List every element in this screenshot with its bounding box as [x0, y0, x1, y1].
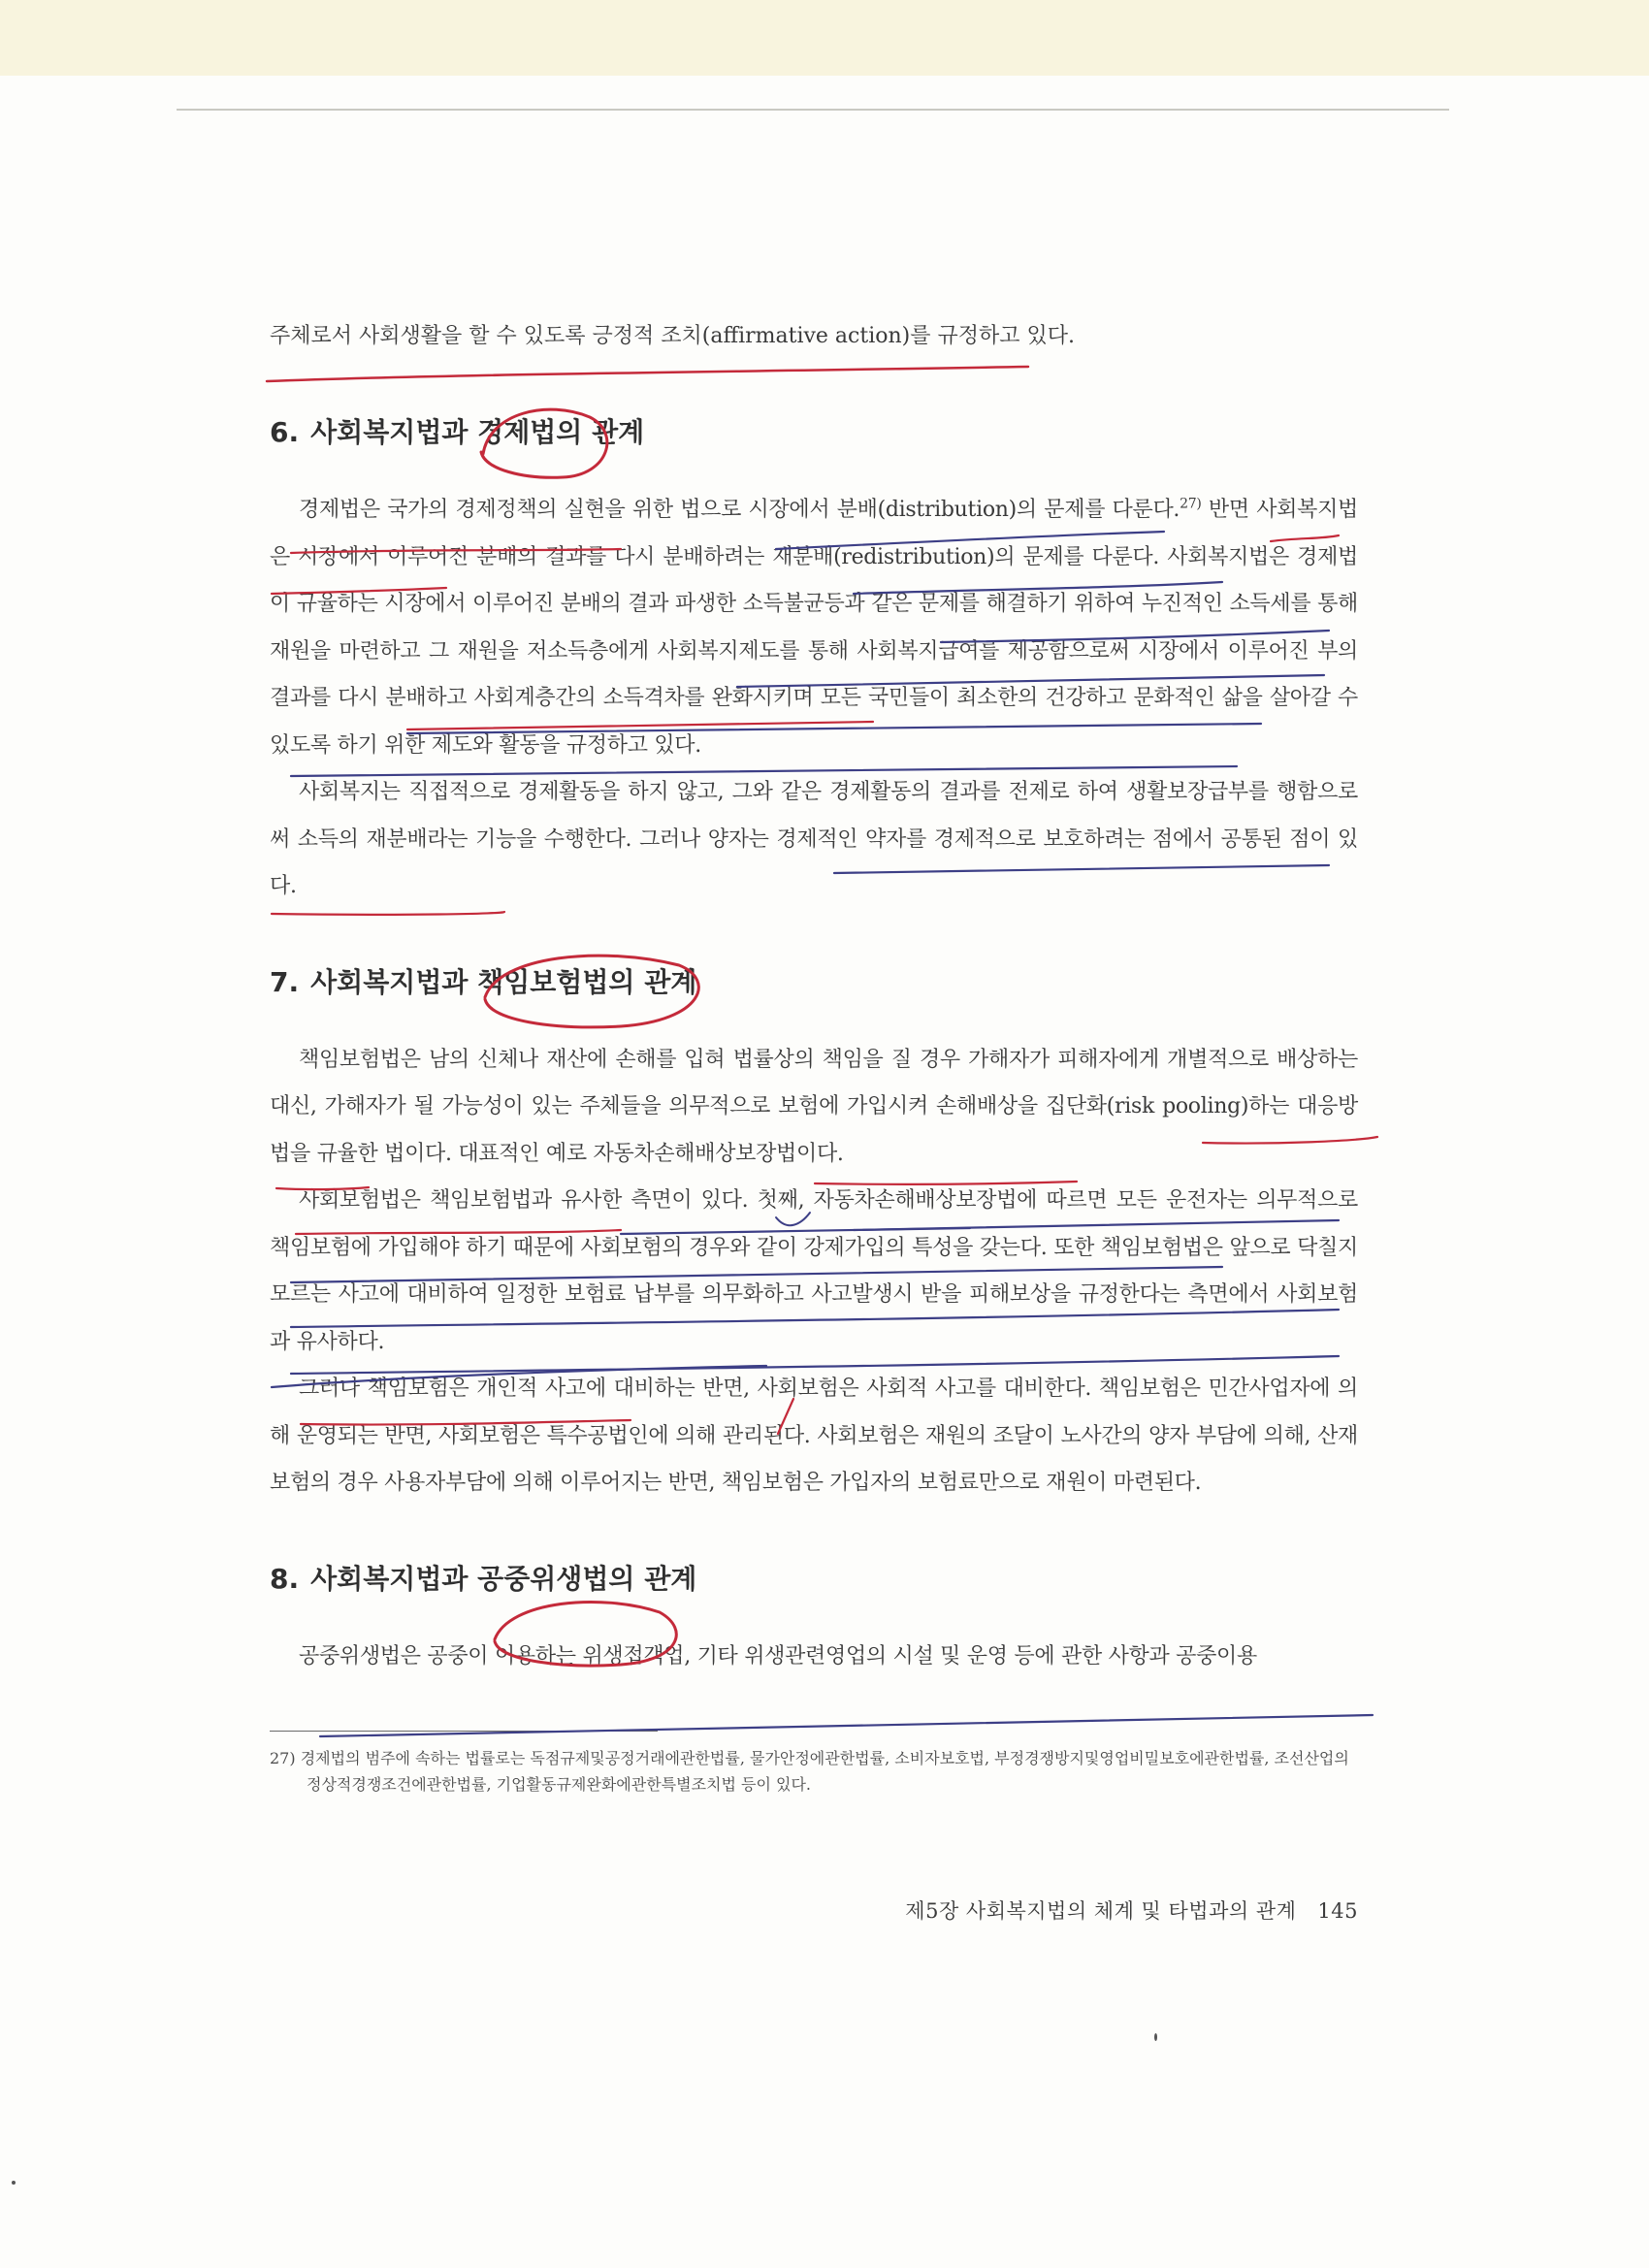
section-8-paragraph-1: 공중위생법은 공중이 이용하는 위생접객업, 기타 위생관련영업의 시설 및 운영 등에 관한 사항과 공중이용	[299, 1643, 1257, 1669]
section-7-paragraph-3: 그러나 책임보험은 개인적 사고에 대비하는 반면, 사회보험은 사회적 사고를 대비한다. 책임보험은 민간사업자에 의해 운영되는 반면, 사회보험은 특수공법인에 의해 관리된다. 사회보험은 재원의 조달이 노사간의 양자 부담에 의해, 산재보험의 경우 사용자부담에 의해 이루어지는 반면, 책임보험은 가입자의 보험료만으로 재원이 마련된다.	[270, 1377, 1358, 1495]
chapter-title: 제5장 사회복지법의 체계 및 타법과의 관계	[905, 1899, 1297, 1923]
section-8-title: 사회복지법과 공중위생법의 관계	[310, 1562, 697, 1595]
footnote-27	[270, 1745, 1358, 1798]
page-footer	[905, 1895, 1358, 1925]
intro-line: 주체로서 사회생활을 할 수 있도록 긍정적 조치(affirmative action)를 규정하고 있다.	[270, 324, 1075, 348]
section-8	[270, 1558, 1358, 1681]
section-6-paragraph-2: 사회복지는 직접적으로 경제활동을 하지 않고, 그와 같은 경제활동의 결과를 전제로 하여 생활보장급부를 행함으로써 소득의 재분배라는 기능을 수행한다. 그러나 양자는 경제적인 약자를 경제적으로 보호하려는 점에서 공통된 점이 있다.	[270, 780, 1358, 898]
footnote-reference[interactable]: 27)	[1180, 496, 1202, 512]
footnote-text: 경제법의 범주에 속하는 법률로는 독점규제및공정거래에관한법률, 물가안정에관한법률, 소비자보호법, 부정경쟁방지및영업비밀보호에관한법률, 조선산업의정상적경쟁조건에관한법률, 기업활동규제완화에관한특별조치법 등이 있다.	[300, 1749, 1349, 1794]
section-7-paragraph-1: 책임보험법은 남의 신체나 재산에 손해를 입혀 법률상의 책임을 질 경우 가해자가 피해자에게 개별적으로 배상하는 대신, 가해자가 될 가능성이 있는 주체들을 의무적으로 보험에 가입시켜 손해배상을 집단화(risk pooling)하는 대응방법을 규율한 법이다. 대표적인 예로 자동차손해배상보장법이다.	[270, 1047, 1358, 1166]
paragraph-text-a: 경제법은 국가의 경제정책의 실현을 위한 법으로 시장에서 분배(distribution)의 문제를 다룬다.	[299, 498, 1180, 522]
footnote-marker: 27)	[270, 1749, 296, 1767]
scan-speck	[1154, 2033, 1157, 2041]
section-8-number: 8.	[270, 1562, 300, 1595]
page-number: 145	[1317, 1899, 1358, 1923]
scan-top-band	[0, 0, 1649, 76]
section-6-heading	[270, 411, 1358, 450]
section-8-heading	[270, 1558, 1358, 1597]
scan-speck	[12, 2181, 16, 2185]
scan-edge-line	[177, 109, 1449, 111]
section-7-heading	[270, 961, 1358, 1000]
section-7-number: 7.	[270, 965, 300, 998]
section-7-title: 사회복지법과 책임보험법의 관계	[310, 965, 697, 998]
section-6-title: 사회복지법과 경제법의 관계	[310, 416, 645, 448]
section-7-paragraph-2: 사회보험법은 책임보험법과 유사한 측면이 있다. 첫째, 자동차손해배상보장법에 따르면 모든 운전자는 의무적으로 책임보험에 가입해야 하기 때문에 사회보험의 경우와 같이 강제가입의 특성을 갖는다. 또한 책임보험법은 앞으로 닥칠지 모르는 사고에 대비하여 일정한 보험료 납부를 의무화하고 사고발생시 받을 피해보상을 규정한다는 측면에서 사회보험과 유사하다.	[270, 1188, 1358, 1354]
section-7	[270, 961, 1358, 1507]
document-page	[270, 320, 1358, 1798]
paragraph-text-b: 반면 사회복지법은 시장에서 이루어진 분배의 결과를 다시 분배하려는 재분배(redistribution)의 문제를 다룬다. 사회복지법은 경제법이 규율하는 시장에서 이루어진 분배의 결과 파생한 소득불균등과 같은 문제를 해결하기 위하여 누진적인 소득세를 통해 재원을 마련하고 그 재원을 저소득층에게 사회복지제도를 통해 사회복지급여를 제공함으로써 시장에서 이루어진 부의 결과를 다시 분배하고 사회계층간의 소득격차를 완화시키며 모든 국민들이 최소한의 건강하고 문화적인 삶을 살아갈 수 있도록 하기 위한 제도와 활동을 규정하고 있다.	[270, 498, 1358, 758]
section-6-paragraph-1	[270, 487, 1358, 769]
section-6	[270, 411, 1358, 911]
footnote-divider	[270, 1731, 658, 1732]
section-6-number: 6.	[270, 416, 300, 448]
